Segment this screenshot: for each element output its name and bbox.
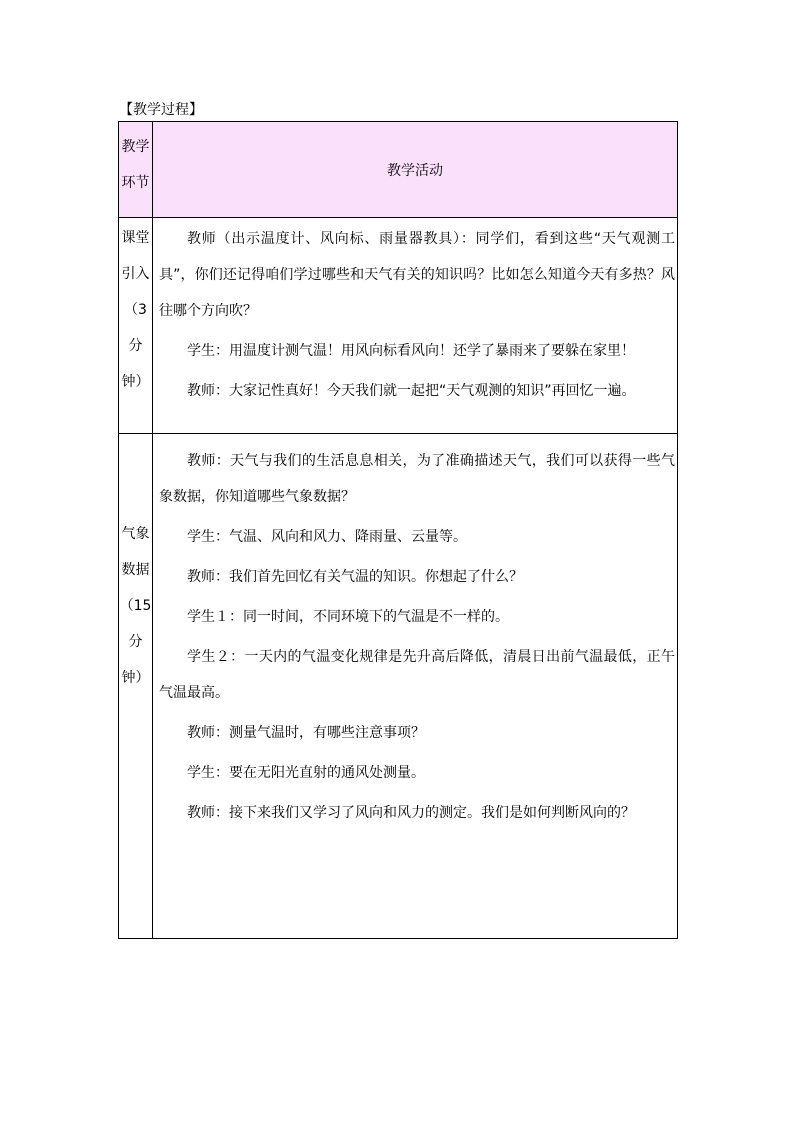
- dialogue-paragraph: 教师：我们首先回忆有关气温的知识。你想起了什么？: [187, 569, 523, 585]
- stage-cell-weather-data: 气象数据（15分钟）: [119, 434, 153, 939]
- header-stage-cell: 教学环节: [119, 122, 153, 218]
- dialogue-paragraph: 教师（出示温度计、风向标、雨量器教具）：同学们，看到这些“天气观测工具”，你们还记得咱们学过哪些和天气有关的知识吗？比如怎么知道今天有多热？风往哪个方向吹？: [159, 231, 675, 319]
- stage-cell-intro: 课堂引入（3分钟）: [119, 218, 153, 434]
- dialogue-paragraph: 教师：天气与我们的生活息息相关，为了准确描述天气，我们可以获得一些气象数据，你知道哪些气象数据？: [159, 453, 675, 505]
- dialogue-paragraph: 学生１：同一时间，不同环境下的气温是不一样的。: [187, 609, 509, 625]
- dialogue-paragraph: 学生２：一天内的气温变化规律是先升高后降低，清晨日出前气温最低，正午气温最高。: [159, 649, 675, 701]
- table-header-row: [119, 122, 678, 218]
- dialogue-paragraph: 教师：测量气温时，有哪些注意事项？: [187, 725, 425, 741]
- table-row: [119, 218, 678, 434]
- dialogue-paragraph: 学生：要在无阳光直射的通风处测量。: [187, 765, 425, 781]
- dialogue-paragraph: 教师：接下来我们又学习了风向和风力的测定。我们是如何判断风向的？: [187, 805, 635, 821]
- lesson-process-table: [118, 121, 678, 939]
- table-row: [119, 434, 678, 939]
- activity-cell-intro: [153, 218, 678, 434]
- dialogue-paragraph: 教师：大家记性真好！今天我们就一起把“天气观测的知识”再回忆一遍。: [187, 383, 636, 399]
- activity-cell-weather-data: [153, 434, 678, 939]
- section-heading: 【教学过程】: [119, 102, 203, 118]
- dialogue-paragraph: 学生：用温度计测气温！用风向标看风向！还学了暴雨来了要躲在家里！: [187, 343, 635, 359]
- dialogue-paragraph: 学生：气温、风向和风力、降雨量、云量等。: [187, 529, 467, 545]
- header-activity-cell: 教学活动: [153, 122, 678, 218]
